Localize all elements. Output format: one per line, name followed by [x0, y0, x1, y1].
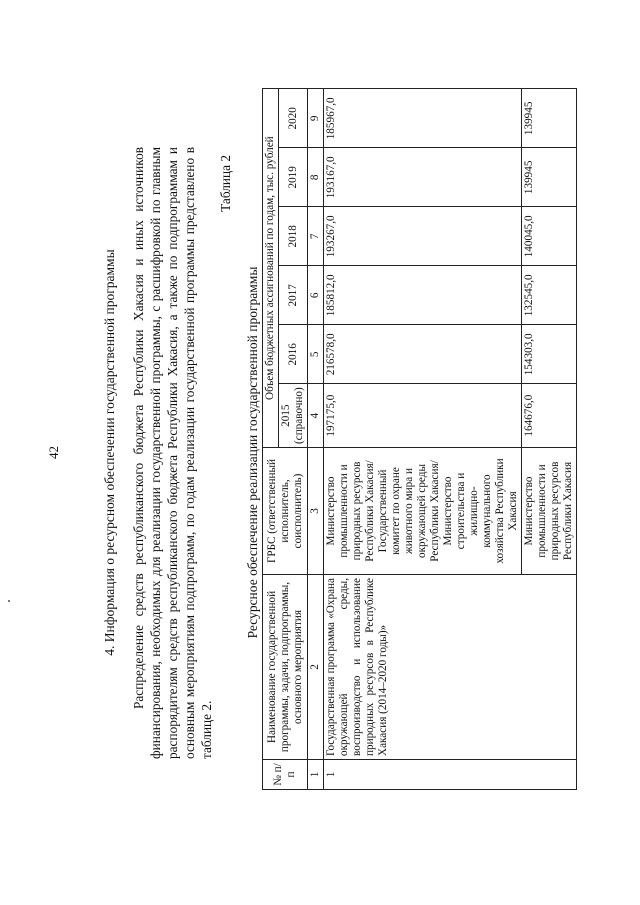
col-number: 5: [308, 325, 324, 384]
value-cell: 140045,0: [522, 207, 577, 266]
value-cell: 216578,0: [324, 325, 522, 384]
table-number: Таблица 2: [218, 155, 233, 212]
table-title: Ресурсное обеспечение реализации государственной программы: [245, 266, 260, 639]
header-row: [263, 89, 279, 790]
header-year: 2016: [279, 325, 308, 384]
header-grbs: ГРБС (ответственный исполнитель, соисполнитель): [263, 448, 308, 575]
header-name: Наименование государственной программы, задачи, подпрограммы, основного мероприятия: [263, 575, 308, 760]
col-number: 9: [308, 89, 324, 148]
header-volume: Объем бюджетных ассигнований по годам, тыс. рублей: [263, 89, 279, 448]
value-cell: 139945: [522, 148, 577, 207]
header-num: № п/п: [263, 760, 308, 790]
grbs-cell: Министерство промышленности и природных ресурсов Республики Хакасия/ Государственный комитет по охране животного мира и окружающей среды Республики Хакасия/ Министерство строительства и жилищно-коммунального хозяйства Республики Хакасия: [324, 448, 522, 575]
page-number: 42: [46, 446, 61, 459]
value-cell: 193167,0: [324, 148, 522, 207]
col-number: 6: [308, 266, 324, 325]
row-number: 1: [324, 760, 577, 790]
header-year: 2017: [279, 266, 308, 325]
scan-speck: [8, 600, 10, 602]
table-row: [324, 89, 522, 790]
header-year: 2018: [279, 207, 308, 266]
grbs-cell: Министерство промышленности и природных ресурсов Республики Хакасия: [522, 448, 577, 575]
header-year: 2019: [279, 148, 308, 207]
value-cell: 164676,0: [522, 384, 577, 448]
value-cell: 185967,0: [324, 89, 522, 148]
header-year: 2015 (справочно): [279, 384, 308, 448]
intro-paragraph: Распределение средств республиканского бюджета Республики Хакасия и иных источников финансирования, необходимых для реализации государственной программы, с расшифровкой по главным распорядителям средств республиканского бюджета Республики Хакасия, а также по подпрограммам и основным мероприятиям подпрограмм, по годам реализации государственной программы представлено в таблице 2.: [131, 147, 214, 759]
value-cell: 154303,0: [522, 325, 577, 384]
value-cell: 197175,0: [324, 384, 522, 448]
col-number: 3: [308, 448, 324, 575]
section-title: 4. Информация о ресурсном обеспечении государственной программы: [102, 249, 117, 656]
value-cell: 193267,0: [324, 207, 522, 266]
resource-table: [262, 88, 577, 790]
program-name: Государственная программа «Охрана окружающей среды, воспроизводство и использование природных ресурсов в Республике Хакасия (2014–2020 годы)»: [324, 575, 577, 760]
col-number: 2: [308, 575, 324, 760]
header-year: 2020: [279, 89, 308, 148]
col-number: 8: [308, 148, 324, 207]
col-number: 1: [308, 760, 324, 790]
value-cell: 185812,0: [324, 266, 522, 325]
col-number: 4: [308, 384, 324, 448]
column-number-row: [308, 89, 324, 790]
col-number: 7: [308, 207, 324, 266]
value-cell: 132545,0: [522, 266, 577, 325]
value-cell: 139945: [522, 89, 577, 148]
